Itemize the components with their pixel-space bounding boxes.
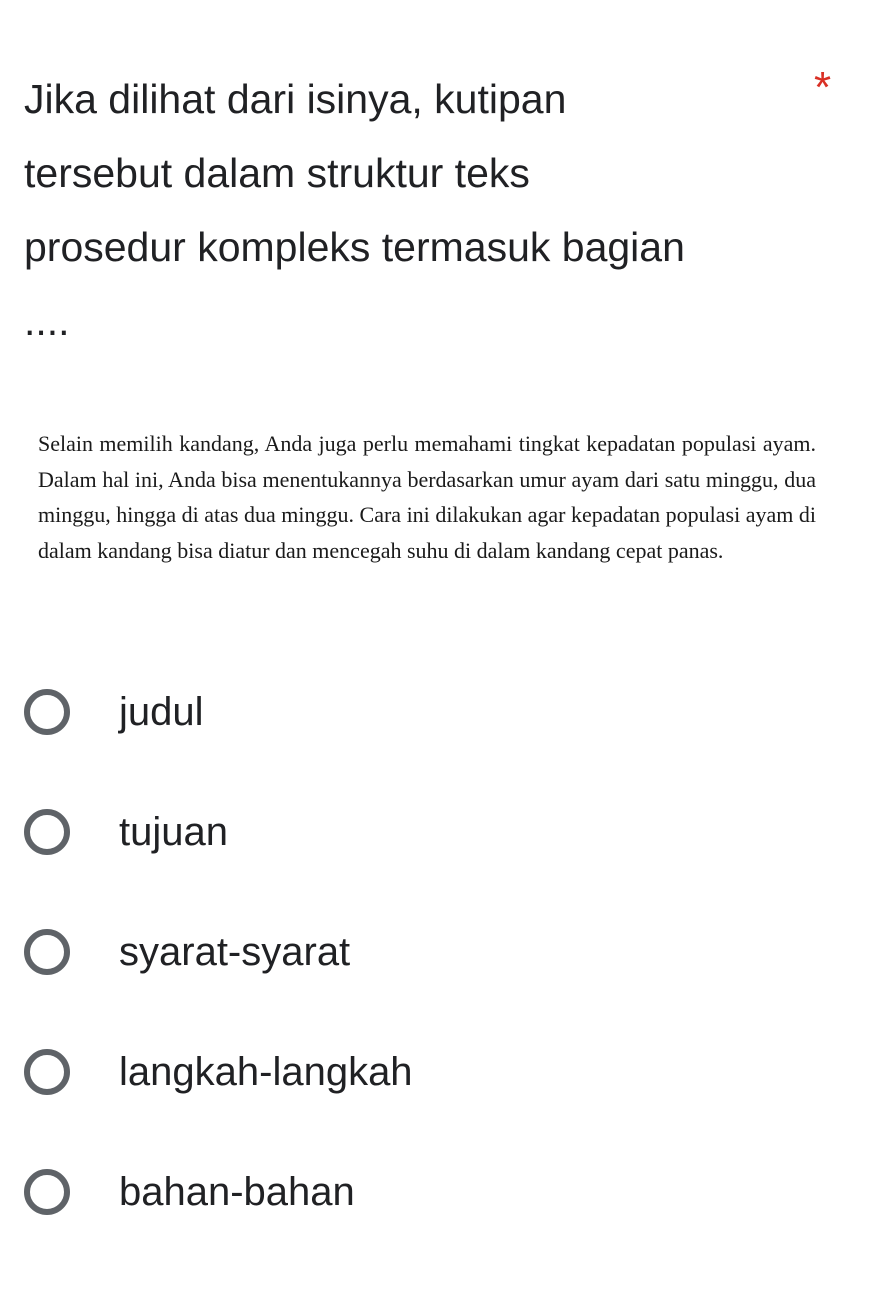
option-judul[interactable] <box>0 652 871 772</box>
option-label: bahan-bahan <box>119 1170 355 1214</box>
option-bahan-bahan[interactable] <box>0 1132 871 1252</box>
required-asterisk: * <box>814 63 832 112</box>
radio-button-icon[interactable] <box>24 1049 70 1095</box>
radio-button-icon[interactable] <box>24 929 70 975</box>
option-syarat-syarat[interactable] <box>0 892 871 1012</box>
option-tujuan[interactable] <box>0 772 871 892</box>
radio-button-icon[interactable] <box>24 1169 70 1215</box>
option-langkah-langkah[interactable] <box>0 1012 871 1132</box>
option-label: judul <box>119 690 204 734</box>
radio-button-icon[interactable] <box>24 809 70 855</box>
question-title: Jika dilihat dari isinya, kutipan tersebut dalam struktur teks prosedur kompleks termasuk bagian .... <box>24 76 685 344</box>
radio-button-icon[interactable] <box>24 689 70 735</box>
option-label: langkah-langkah <box>119 1050 413 1094</box>
answer-options <box>0 652 871 1252</box>
option-label: tujuan <box>119 810 228 854</box>
option-label: syarat-syarat <box>119 930 351 974</box>
quoted-excerpt: Selain memilih kandang, Anda juga perlu memahami tingkat kepadatan populasi ayam. Dalam hal ini, Anda bisa menentukannya berdasarkan umur ayam dari satu minggu, dua minggu, hingga di atas dua minggu. Cara ini dilakukan agar kepadatan populasi ayam di dalam kandang bisa diatur dan mencegah suhu di dalam kandang cepat panas. <box>38 431 816 563</box>
